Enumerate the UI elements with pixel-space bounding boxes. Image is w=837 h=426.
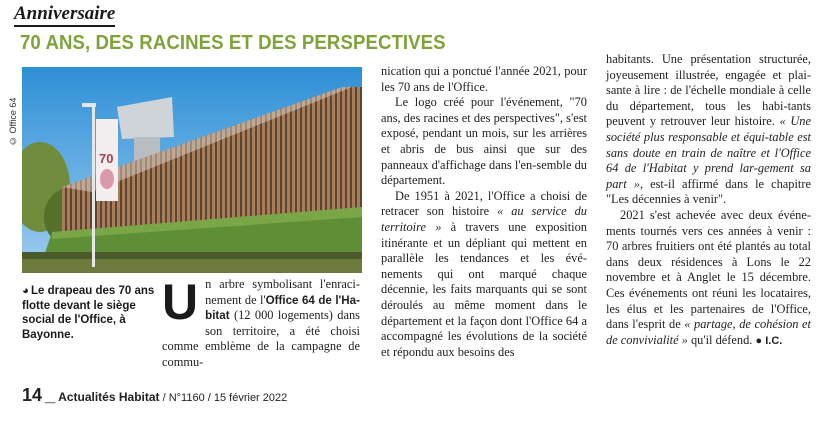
page-footer [22, 385, 287, 406]
footer-separator: _ [45, 385, 56, 405]
article-column-1 [162, 274, 360, 371]
col3-paragraph-1 [606, 52, 811, 208]
author-signature: ● I.C. [755, 334, 783, 347]
issue-info: / N°1160 / 15 février 2022 [162, 392, 288, 404]
headline: 70 ANS, DES RACINES ET DES PERSPECTIVES [20, 32, 446, 54]
article-photo [22, 67, 362, 273]
magazine-name: Actualités Habitat [58, 390, 160, 404]
col1-text-b: (12 000 logements) dans son territoire, a été choisi comme emblème de la campagne de commu- [162, 308, 360, 369]
col3-p2-a: 2021 s'est achevée avec deux événe-ments tournés vers ces années à venir : 70 arbres fruitiers ont été plantés au total dans deux résidences à Lons le 22 novembre et à Anglet le 15 décembre. Ces événements ont réuni les locataires, les élus et les partenaires de l'Office, dans l'esprit de [606, 207, 811, 332]
col3-p1-quote: « Une société plus responsable et équi-table est sans doute en train de naître et l'Office 64 de l'Habitat y prend lar-gement sa part » [606, 114, 812, 191]
flag-text: 70 [99, 151, 114, 166]
col2-p3-quote: « au service du territoire » [381, 204, 587, 234]
article-column-2 [381, 64, 587, 360]
drop-cap: U [162, 274, 199, 330]
col1-bold: Office 64 de l'Ha-bitat [205, 293, 360, 323]
section-tag: Anniversaire [14, 4, 115, 27]
col3-p2-b: qu'il défend. [687, 332, 756, 347]
col3-p1-b: , est-il affirmé dans le chapitre "Les décennies à venir". [606, 176, 811, 207]
col2-p3-b: à travers une exposition itinérante et un dépliant qui mettent en parallèle les tendances et les évé-nements qui ont marqué chaque décennie, les faits marquants qui se sont déroulés au même moment dans le département et la façon dont l'Office 64 a accompagné les évolutions de la société et répondu aux besoins des [381, 219, 587, 359]
article-column-3 [606, 52, 811, 349]
col3-p1-a: habitants. Une présentation structurée, joyeusement illustrée, engagée et plai-sante à lire : de l'échelle mondiale à celle du département, tous les habi-tants peuvent y retrouver leur histoire. [606, 52, 811, 129]
col3-p2-quote: « partage, de cohésion et de convivialité » [606, 317, 811, 347]
col2-paragraph-1: nication qui a ponctué l'année 2021, pour les 70 ans de l'Office. [381, 64, 587, 94]
col3-paragraph-2 [606, 208, 811, 349]
col1-text-a: n arbre symbolisant l'enraci-nement de l' [205, 277, 360, 307]
caption-text: Le drapeau des 70 ans flotte devant le siège social de l'Office, à Bayonne. [22, 285, 155, 341]
col2-paragraph-3 [381, 189, 587, 361]
col2-paragraph-2: Le logo créé pour l'événement, "70 ans, des racines et des perspectives", s'est exposé, pendant un mois, sur les arrières et abris de bus ainsi que sur des panneaux d'affichage dans l'en-semble du département. [381, 95, 587, 188]
camera-icon: ◕ [22, 285, 29, 297]
page-number: 14 [22, 385, 43, 405]
photo-caption [22, 284, 158, 342]
col2-p3-a: De 1951 à 2021, l'Office a choisi de retracer son histoire [381, 188, 587, 219]
photo-credit: © Office 64 [8, 97, 18, 146]
